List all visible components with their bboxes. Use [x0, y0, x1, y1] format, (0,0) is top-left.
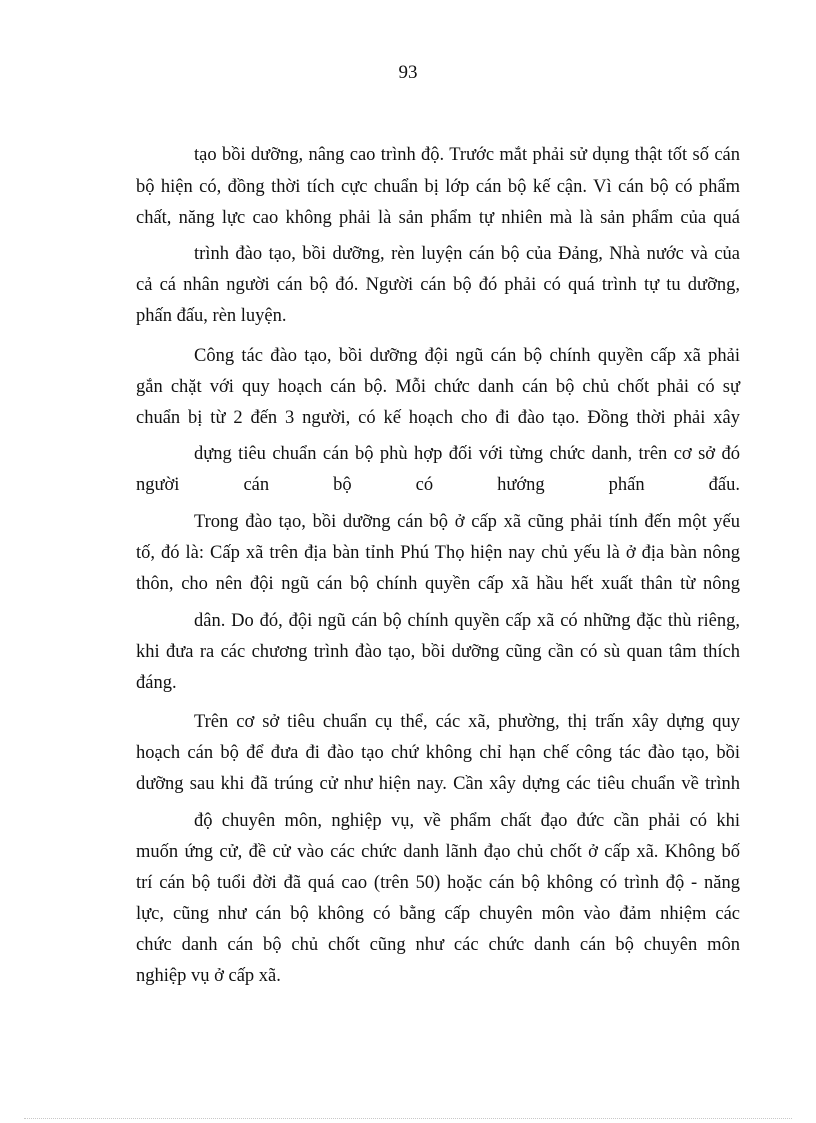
text-line: Công tác đào tạo, bồi dưỡng đội ngũ cán bộ chính quyền cấp xã phải — [194, 346, 740, 366]
text-line: trình đào tạo, bồi dưỡng, rèn luyện cán bộ của Đảng, Nhà nước và của — [194, 244, 740, 264]
text-line: cả cá nhân người cán bộ đó. Người cán bộ đó phải có quá trình tự tu dưỡng, — [136, 275, 740, 295]
text-line: phấn đấu, rèn luyện. — [136, 306, 287, 326]
page-number: 93 — [398, 62, 418, 83]
text-line: đáng. — [136, 673, 177, 693]
text-line: trí cán bộ tuổi đời đã quá cao (trên 50) hoặc cán bộ không có trình độ - năng — [136, 873, 740, 893]
text-line: Trong đào tạo, bồi dưỡng cán bộ ở cấp xã cũng phải tính đến một yếu — [194, 512, 740, 532]
text-line: dân. Do đó, đội ngũ cán bộ chính quyền cấp xã có những đặc thù riêng, — [194, 611, 740, 631]
bottom-divider — [24, 1118, 792, 1119]
text-line: chức danh cán bộ chủ chốt cũng như các chức danh cán bộ chuyên môn — [136, 935, 740, 955]
text-line: gắn chặt với quy hoạch cán bộ. Mỗi chức danh cán bộ chủ chốt phải có sự — [136, 377, 740, 397]
text-line: độ chuyên môn, nghiệp vụ, về phẩm chất đạo đức cần phải có khi — [194, 811, 740, 831]
text-line: Trên cơ sở tiêu chuẩn cụ thể, các xã, phường, thị trấn xây dựng quy — [194, 712, 740, 732]
text-line: chất, năng lực cao không phải là sản phẩm tự nhiên mà là sản phẩm của quá — [136, 208, 740, 228]
text-line: tạo bồi dưỡng, nâng cao trình độ. Trước mắt phải sử dụng thật tốt số cán — [194, 145, 740, 165]
text-line: muốn ứng cử, đề cử vào các chức danh lãnh đạo chủ chốt ở cấp xã. Không bố — [136, 842, 740, 862]
text-line: thôn, cho nên đội ngũ cán bộ chính quyền cấp xã hầu hết xuất thân từ nông — [136, 574, 740, 594]
text-line: người cán bộ có hướng phấn đấu. — [136, 475, 740, 495]
text-line: bộ hiện có, đồng thời tích cực chuẩn bị lớp cán bộ kế cận. Vì cán bộ có phẩm — [136, 177, 740, 197]
text-line: nghiệp vụ ở cấp xã. — [136, 966, 281, 986]
text-line: khi đưa ra các chương trình đào tạo, bồi dưỡng cũng cần có sù quan tâm thích — [136, 642, 740, 662]
text-line: dựng tiêu chuẩn cán bộ phù hợp đối với từng chức danh, trên cơ sở đó — [194, 444, 740, 464]
text-line: dưỡng sau khi đã trúng cử như hiện nay. Cần xây dựng các tiêu chuẩn về trình — [136, 774, 740, 794]
text-line: tố, đó là: Cấp xã trên địa bàn tỉnh Phú Thọ hiện nay chủ yếu là ở địa bàn nông — [136, 543, 740, 563]
text-line: lực, cũng như cán bộ không có bằng cấp chuyên môn vào đảm nhiệm các — [136, 904, 740, 924]
text-line: hoạch cán bộ để đưa đi đào tạo chứ không chỉ hạn chế công tác đào tạo, bồi — [136, 743, 740, 763]
text-line: chuẩn bị từ 2 đến 3 người, có kế hoạch cho đi đào tạo. Đồng thời phải xây — [136, 408, 740, 428]
